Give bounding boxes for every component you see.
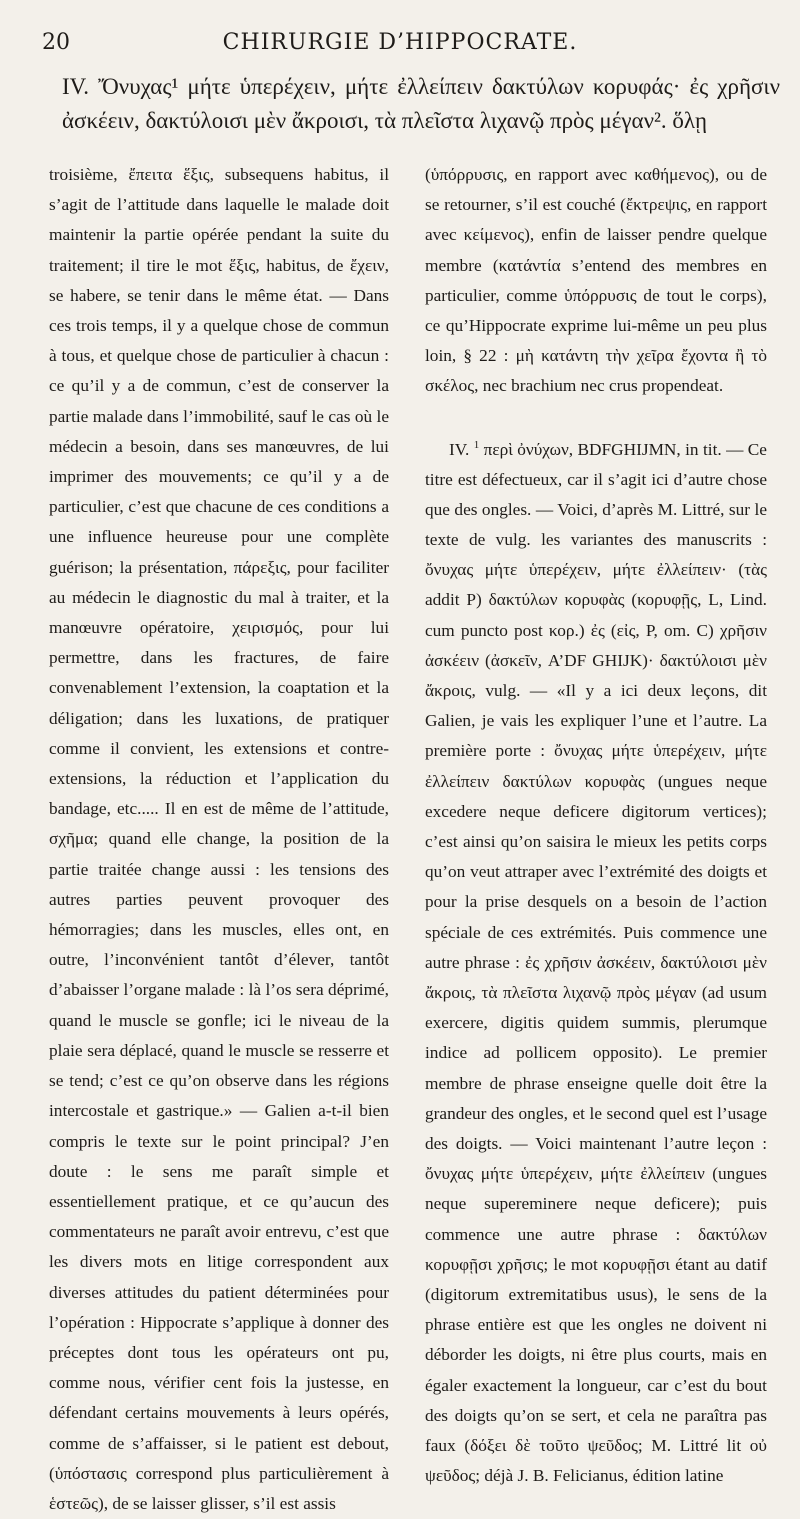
left-column xyxy=(49,160,389,1519)
running-head: CHIRURGIE D’HIPPOCRATE. xyxy=(222,30,578,55)
footnote-text: περὶ ὀνύχων, BDFGHIJMN, in tit. — Ce titre est défectueux, car il s’agit ici d’autre chose que des ongles. — Voici, d’après M. Littré, sur le texte de vulg. les variantes des manuscrits : ὄνυχας μήτε ὑπερέχειν, μήτε ἐλλείπειν· (τὰς addit P) δακτύλων κορυφὰς (κορυφῇς, L, Lind. cum puncto post κορ.) ἐς (εἰς, P, om. C) χρῆσιν ἀσκέειν (ἀσκεῖν, A’DF GHIJK)· δακτύλοισι μὲν ἄκροις, vulg. — «Il y a ici deux leçons, dit Galien, je vais les expliquer l’une et l’autre. La première porte : ὄνυχας μήτε ὑπερέχειν, μήτε ἐλλείπειν δακτύλων κορυφὰς (ungues neque excedere neque deficere digitorum vertices); c’est ainsi qu’on saisira le mieux les petits corps qu’on veut attraper avec l’extrémité des doigts et pour la prise desquels on a besoin de l’action spéciale de ces extrémités. Puis commence une autre phrase : ἐς χρῆσιν ἀσκέειν, δακτύλοισι μὲν ἄκροις, τὰ πλεῖστα λιχανῷ πρὸς μέγαν (ad usum exercere, digitis quidem summis, plerumque indice ad pollicem opposito). Le premier membre de phrase enseigne quelle doit être la grandeur des ongles, et le second quel est l’usage des doigts. — Voici maintenant l’autre leçon : ὄνυχας μήτε ὑπερέχειν, μήτε ἐλλείπειν (ungues neque supereminere neque deficere); puis commence une autre phrase : δακτύλων κορυφῇσι χρῆσις; le mot κορυφῇσι étant au datif (digitorum extremitatibus usus), le sens de la phrase entière est que les ongles ne doivent ni déborder les doigts, ni être plus courts, mais en égaler exactement la longueur, car c’est du bout des doigts qu’on se sert, et cela ne paraîtra pas faux (δόξει δὲ τοῦτο ψεῦδος; M. Littré lit οὐ ψεῦδος; déjà J. B. Felicianus, édition latine xyxy=(425,439,767,1486)
footnote-label: IV. xyxy=(449,439,470,459)
footnote-number: 1 xyxy=(473,438,480,451)
section-numeral: IV. xyxy=(62,74,90,99)
page-number: 20 xyxy=(42,30,70,55)
section-title-greek: Ὄνυχας¹ μήτε ὑπερέχειν, μήτε ἐλλείπειν δακτύλων κορυφάς· ἐς χρῆσιν ἀσκέειν, δακτύλοισι μὲν ἄκροισι, τὰ πλεῖστα λιχανῷ πρὸς μέγαν². ὅλῃ xyxy=(62,74,780,133)
paragraph-gap xyxy=(425,402,767,430)
right-column-continuation: (ὑπόρρυσις, en rapport avec καθήμενος), ou de se retourner, s’il est couché (ἔκτρεψις, en rapport avec κείμενος), enfin de laisser pendre quelque membre (κατάντία s’entend des membres en particulier, comme ὑπόρρυσις de tout le corps), ce qu’Hippocrate exprime lui-même un peu plus loin, § 22 : μὴ κατάντη τὴν χεῖρα ἔχοντα ἢ τὸ σκέλος, nec brachium nec crus propendeat. xyxy=(425,165,767,396)
section-title xyxy=(62,70,780,138)
footnote-paragraph xyxy=(425,430,767,1492)
right-column xyxy=(425,160,767,1492)
left-column-paragraph: troisième, ἔπειτα ἕξις, subsequens habitus, il s’agit de l’attitude dans laquelle le malade doit maintenir la partie opérée pendant la suite du traitement; il tire le mot ἕξις, habitus, de ἔχειν, se habere, se tenir dans le même état. — Dans ces trois temps, il y a quelque chose de commun à tous, et quelque chose de particulier à chacun : ce qu’il y a de commun, c’est de conserver la partie malade dans l’immobilité, sauf le cas où le médecin a besoin, dans ses manœuvres, de lui imprimer des mouvements; ce qu’il y a de particulier, c’est que chacune de ces conditions a une influence heureuse pour une complète guérison; la présentation, πάρεξις, pour faciliter au médecin le diagnostic du mal à traiter, et la manœuvre opératoire, χειρισμός, pour lui permettre, dans les fractures, de faire convenablement l’extension, la coaptation et la déligation; dans les luxations, de pratiquer comme il convient, les extensions et contre-extensions, la réduction et l’application du bandage, etc..... Il en est de même de l’attitude, σχῆμα; quand elle change, la position de la partie traitée change aussi : les tensions des autres parties peuvent provoquer des hémorragies; dans les muscles, elles ont, en outre, l’inconvénient tantôt d’élever, tantôt d’abaisser l’organe malade : là l’os sera déprimé, quand le muscle se gonfle; ici le niveau de la plaie sera déplacé, quand le muscle se resserre et se tend; c’est ce qu’on observe dans les régions intercostale et gastrique.» — Galien a-t-il bien compris le texte sur le point principal? J’en doute : le sens me paraît simple et essentiellement pratique, et ce qu’aucun des commentateurs ne paraît avoir entrevu, c’est que les divers mots en litige correspondent aux diverses attitudes du patient déterminées pour l’opération : Hippocrate s’applique à donner des préceptes dont tous les opérateurs ont pu, comme nous, vérifier cent fois la justesse, en défendant certains mouvements à leurs opérés, comme de s’affaisser, si le patient est debout, (ὑπόστασις correspond plus particulièrement à ἑστεῶς), de se laisser glisser, s’il est assis xyxy=(49,165,389,1513)
